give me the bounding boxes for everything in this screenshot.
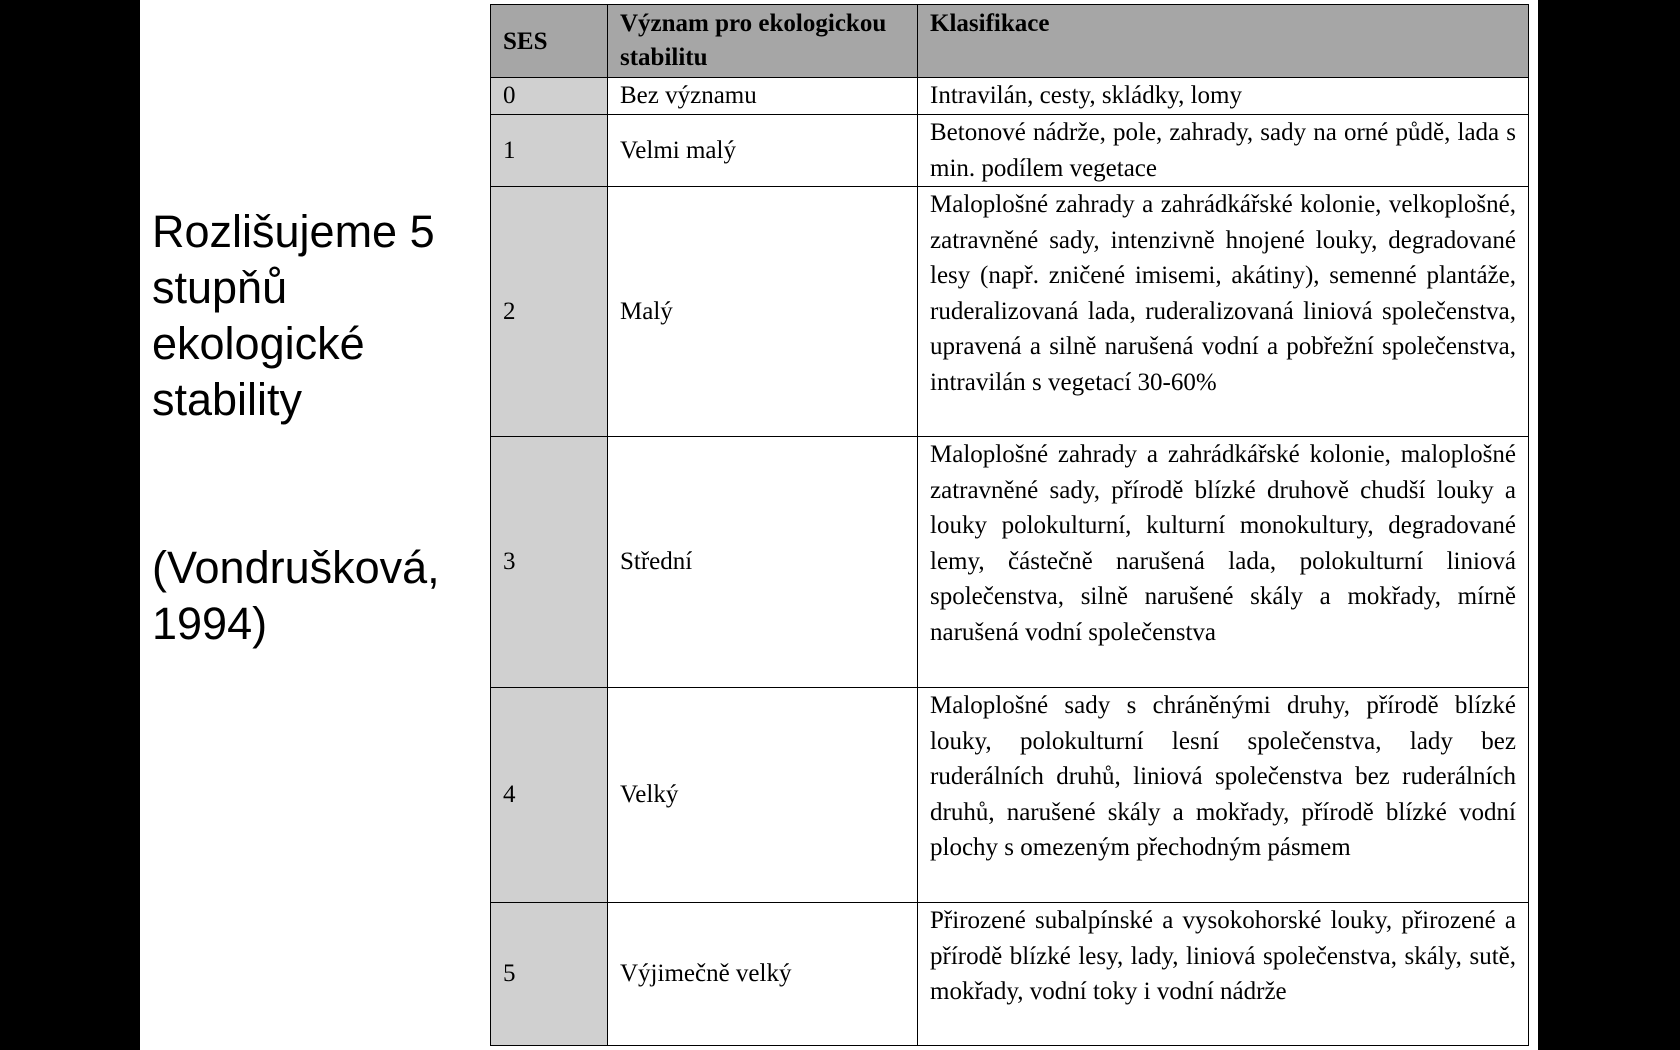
cell-klasifikace: Přirozené subalpínské a vysokohorské louky, přirozené a přírodě blízké lesy, lady, liniová společenstva, skály, sutě, mokřady, vodní toky i vodní nádrže [918, 903, 1529, 1046]
table-row [491, 903, 1529, 1046]
cell-klasifikace: Maloplošné sady s chráněnými druhy, přírodě blízké louky, polokulturní lesní společenstva, lady bez ruderálních druhů, liniová společenstva bez ruderálních druhů, narušené skály a mokřady, přírodě blízké vodní plochy s omezeným přechodným pásmem [918, 688, 1529, 903]
cell-ses: 5 [491, 903, 608, 1046]
header-klasifikace: Klasifikace [918, 5, 1529, 78]
cell-vyznam: Velmi malý [608, 115, 918, 187]
cell-klasifikace: Maloplošné zahrady a zahrádkářské kolonie, velkoplošné, zatravněné sady, intenzivně hnojené louky, degradované lesy (např. zničené imisemi, akátiny), semenné plantáže, ruderalizovaná lada, ruderalizovaná liniová společenstva, upravená a silně narušená vodní a pobřežní společenstva, intravilán s vegetací 30-60% [918, 187, 1529, 437]
cell-ses: 4 [491, 688, 608, 903]
ses-table-container [490, 4, 1528, 1046]
cell-ses: 0 [491, 78, 608, 115]
cell-ses: 3 [491, 437, 608, 688]
cell-vyznam: Bez významu [608, 78, 918, 115]
slide [140, 0, 1538, 1050]
table-row [491, 78, 1529, 115]
cell-vyznam: Velký [608, 688, 918, 903]
cell-klasifikace: Intravilán, cesty, skládky, lomy [918, 78, 1529, 115]
table-row [491, 437, 1529, 688]
slide-caption: Rozlišujeme 5 stupňů ekologické stability (Vondrušková, 1994) [152, 206, 440, 649]
header-vyznam: Význam pro ekologickou stabilitu [608, 5, 918, 78]
cell-vyznam: Střední [608, 437, 918, 688]
ses-classification-table [490, 4, 1529, 1046]
cell-vyznam: Výjimečně velký [608, 903, 918, 1046]
table-row [491, 688, 1529, 903]
table-row [491, 187, 1529, 437]
cell-ses: 2 [491, 187, 608, 437]
table-header-row [491, 5, 1529, 78]
cell-klasifikace: Maloplošné zahrady a zahrádkářské kolonie, maloplošné zatravněné sady, přírodě blízké druhově chudší louky a louky polokulturní, kulturní monokultury, degradované lemy, částečně narušená lada, polokulturní liniová společenstva, silně narušené skály a mokřady, mírně narušená vodní společenstva [918, 437, 1529, 688]
cell-vyznam: Malý [608, 187, 918, 437]
cell-ses: 1 [491, 115, 608, 187]
cell-klasifikace: Betonové nádrže, pole, zahrady, sady na orné půdě, lada s min. podílem vegetace [918, 115, 1529, 187]
header-ses: SES [491, 5, 608, 78]
table-row [491, 115, 1529, 187]
